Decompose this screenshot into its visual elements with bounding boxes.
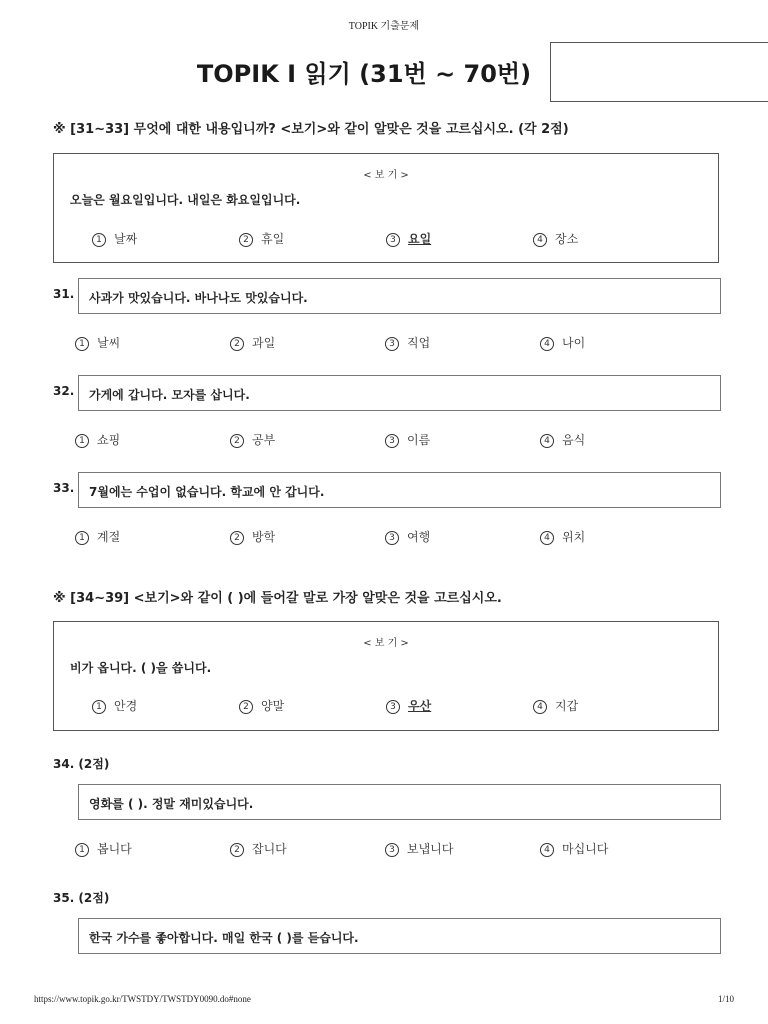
example-option-1: 1 날짜 <box>92 230 137 247</box>
example-heading: < 보 기 > <box>363 638 409 649</box>
option-number: 4 <box>533 233 547 247</box>
example-box-2 <box>53 621 719 731</box>
score-box <box>550 42 768 102</box>
question-number-31: 31. <box>53 287 75 301</box>
question-text-31: 사과가 맛있습니다. 바나나도 맛있습니다. <box>89 291 308 305</box>
section2-instruction: ※ [34∼39] <보기>와 같이 ( )에 들어갈 말로 가장 알맞은 것을 고르십시오. <box>53 591 502 606</box>
footer-url: https://www.topik.go.kr/TWSTDY/TWSTDY0090.do#none <box>34 994 251 1004</box>
question-box-32 <box>78 375 721 411</box>
example-option-3-answer: 3 우산 <box>386 697 431 714</box>
q31-option-3[interactable]: 3 직업 <box>385 334 430 351</box>
option-number: 1 <box>92 233 106 247</box>
question-number-33: 33. <box>53 481 75 495</box>
q31-option-1[interactable]: 1 날씨 <box>75 334 120 351</box>
question-text-35: 한국 가수를 좋아합니다. 매일 한국 ( )를 듣습니다. <box>89 931 359 945</box>
question-number-35: 35. (2점) <box>53 891 110 905</box>
q34-option-4[interactable]: 4 마십니다 <box>540 840 608 857</box>
question-text-33: 7월에는 수업이 없습니다. 학교에 안 갑니다. <box>89 485 325 499</box>
q34-option-1[interactable]: 1 봅니다 <box>75 840 132 857</box>
title-text: TOPIK Ⅰ 읽기 (31번 ∼ 70번) <box>196 60 532 88</box>
option-number: 3 <box>386 233 400 247</box>
example-text: 비가 옵니다. ( )을 씁니다. <box>70 661 212 675</box>
section1-instruction: ※ [31∼33] 무엇에 대한 내용입니까? <보기>와 같이 알맞은 것을 고르십시오. (각 2점) <box>53 122 569 137</box>
q32-option-1[interactable]: 1 쇼핑 <box>75 431 120 448</box>
question-box-35 <box>78 918 721 954</box>
question-number-32: 32. <box>53 384 75 398</box>
question-box-34 <box>78 784 721 820</box>
example-option-1: 1 안경 <box>92 697 137 714</box>
example-text: 오늘은 월요일입니다. 내일은 화요일입니다. <box>70 193 301 207</box>
q31-option-2[interactable]: 2 과일 <box>230 334 275 351</box>
question-number-34: 34. (2점) <box>53 757 110 771</box>
footer-page-number: 1/10 <box>717 994 734 1004</box>
question-text-32: 가게에 갑니다. 모자를 삽니다. <box>89 388 250 402</box>
question-box-31 <box>78 278 721 314</box>
example-option-3-answer: 3 요일 <box>386 230 431 247</box>
example-option-4: 4 장소 <box>533 230 578 247</box>
q32-option-4[interactable]: 4 음식 <box>540 431 585 448</box>
question-text-34: 영화를 ( ). 정말 재미있습니다. <box>89 797 254 811</box>
example-option-4: 4 지갑 <box>533 697 578 714</box>
example-option-2: 2 양말 <box>239 697 284 714</box>
q33-option-4[interactable]: 4 위치 <box>540 528 585 545</box>
q33-option-3[interactable]: 3 여행 <box>385 528 430 545</box>
q34-option-2[interactable]: 2 잡니다 <box>230 840 287 857</box>
q34-option-3[interactable]: 3 보냅니다 <box>385 840 453 857</box>
q33-option-2[interactable]: 2 방학 <box>230 528 275 545</box>
q31-option-4[interactable]: 4 나이 <box>540 334 585 351</box>
example-box-1 <box>53 153 719 263</box>
page-header: TOPIK 기출문제 <box>348 21 420 32</box>
question-box-33 <box>78 472 721 508</box>
example-option-2: 2 휴일 <box>239 230 284 247</box>
option-number: 2 <box>239 233 253 247</box>
q32-option-2[interactable]: 2 공부 <box>230 431 275 448</box>
q32-option-3[interactable]: 3 이름 <box>385 431 430 448</box>
example-heading: < 보 기 > <box>363 170 409 181</box>
q33-option-1[interactable]: 1 계절 <box>75 528 120 545</box>
